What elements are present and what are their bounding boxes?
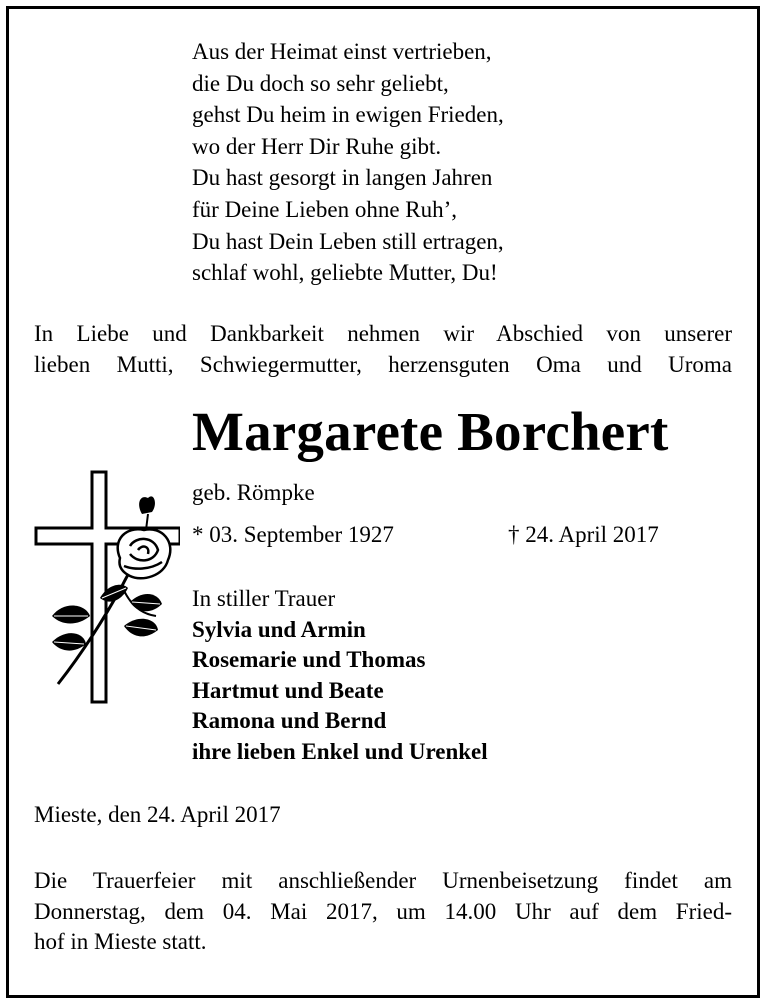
intro-line: In Liebe und Dankbarkeit nehmen wir Abschied von unserer xyxy=(34,321,732,346)
death-date: † 24. April 2017 xyxy=(508,522,659,547)
mourners xyxy=(192,584,488,767)
funeral-line: Donnerstag, dem 04. Mai 2017, um 14.00 Uhr auf dem Fried- xyxy=(34,898,732,924)
intro-line: lieben Mutti, Schwiegermutter, herzensguten Oma und Uroma xyxy=(34,352,732,377)
intro-text xyxy=(34,318,732,380)
poem-line: Du hast Dein Leben still ertragen, xyxy=(192,228,504,254)
mourner-name: Ramona und Bernd xyxy=(192,708,387,733)
mourner-name: Rosemarie und Thomas xyxy=(192,647,426,672)
place-and-date: Mieste, den 24. April 2017 xyxy=(34,802,281,827)
mourners-heading: In stiller Trauer xyxy=(192,586,336,611)
poem-line: Du hast gesorgt in langen Jahren xyxy=(192,165,493,191)
poem-line: wo der Herr Dir Ruhe gibt. xyxy=(192,133,442,159)
poem-line: schlaf wohl, geliebte Mutter, Du! xyxy=(192,260,498,286)
poem xyxy=(192,36,504,289)
mourner-name: Sylvia und Armin xyxy=(192,616,366,642)
cross-with-rose-icon xyxy=(30,466,180,706)
poem-line: Aus der Heimat einst vertrieben, xyxy=(192,39,492,64)
funeral-line: Die Trauerfeier mit anschließender Urnenbeisetzung findet am xyxy=(34,868,732,893)
funeral-info xyxy=(34,866,732,958)
mourner-name: Hartmut und Beate xyxy=(192,677,384,703)
funeral-line: hof in Mieste statt. xyxy=(34,929,207,954)
maiden-name: geb. Römpke xyxy=(192,480,315,505)
mourner-name: ihre lieben Enkel und Urenkel xyxy=(192,738,488,764)
poem-line: für Deine Lieben ohne Ruh’, xyxy=(192,196,458,222)
birth-date: * 03. September 1927 xyxy=(192,522,394,547)
poem-line: die Du doch so sehr geliebt, xyxy=(192,70,449,96)
deceased-name: Margarete Borchert xyxy=(192,401,669,462)
poem-line: gehst Du heim in ewigen Frieden, xyxy=(192,102,504,128)
